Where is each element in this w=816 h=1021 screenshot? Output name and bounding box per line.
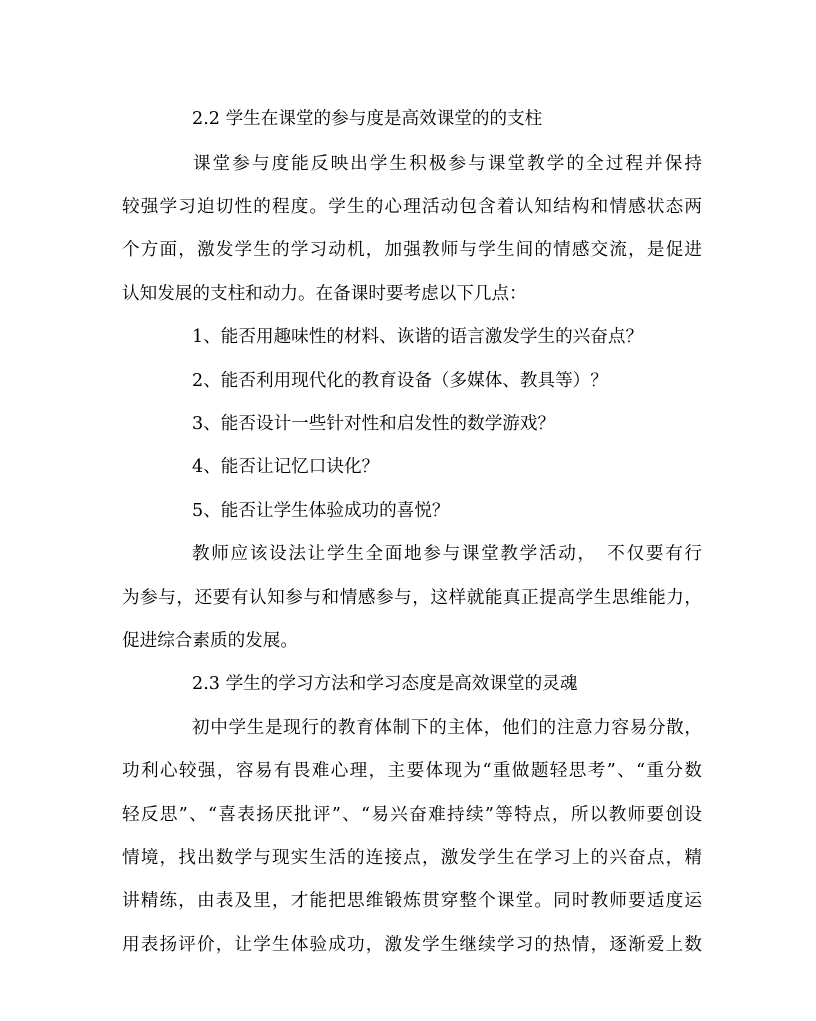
paragraph-line: 认知发展的支柱和动力。在备课时要考虑以下几点：: [122, 284, 527, 304]
list-item: 5、能否让学生体验成功的喜悦？: [192, 501, 450, 521]
section-heading: 2.3 学生的学习方法和学习态度是高效课堂的灵魂: [192, 674, 578, 694]
list-item: 1、能否用趣味性的材料、诙谐的语言激发学生的兴奋点？: [192, 327, 644, 347]
paragraph-line: 用表扬评价，让学生体验成功，激发学生继续学习的热情，逐渐爱上数: [122, 935, 702, 955]
list-item: 2、能否利用现代化的教育设备（多媒体、教具等）？: [192, 371, 608, 391]
paragraph-line: 促进综合素质的发展。: [122, 631, 298, 651]
list-item: 4、能否让记忆口诀化？: [192, 457, 380, 477]
paragraph-line: 较强学习迫切性的程度。学生的心理活动包含着认知结构和情感状态两: [122, 197, 702, 217]
paragraph-line: 情境，找出数学与现实生活的连接点，激发学生在学习上的兴奋点，精: [122, 848, 702, 868]
paragraph-line: 初中学生是现行的教育体制下的主体，他们的注意力容易分散，: [192, 718, 702, 738]
list-item: 3、能否设计一些针对性和启发性的数学游戏？: [192, 414, 556, 434]
paragraph-line: 为参与，还要有认知参与和情感参与，这样就能真正提高学生思维能力，: [122, 588, 702, 608]
paragraph-line: 功利心较强，容易有畏难心理，主要体现为“重做题轻思考”、“重分数: [122, 761, 702, 781]
paragraph-line: 课堂参与度能反映出学生积极参与课堂教学的全过程并保持: [193, 154, 702, 174]
paragraph-line: 讲精练，由表及里，才能把思维锻炼贯穿整个课堂。同时教师要适度运: [122, 891, 702, 911]
paragraph-line: 教师应该设法让学生全面地参与课堂教学活动， 不仅要有行: [192, 544, 702, 564]
section-heading: 2.2 学生在课堂的参与度是高效课堂的的支柱: [192, 109, 543, 129]
paragraph-line: 个方面，激发学生的学习动机，加强教师与学生间的情感交流，是促进: [122, 240, 702, 260]
paragraph-line: 轻反思”、“喜表扬厌批评”、“易兴奋难持续”等特点，所以教师要创设: [122, 805, 702, 825]
